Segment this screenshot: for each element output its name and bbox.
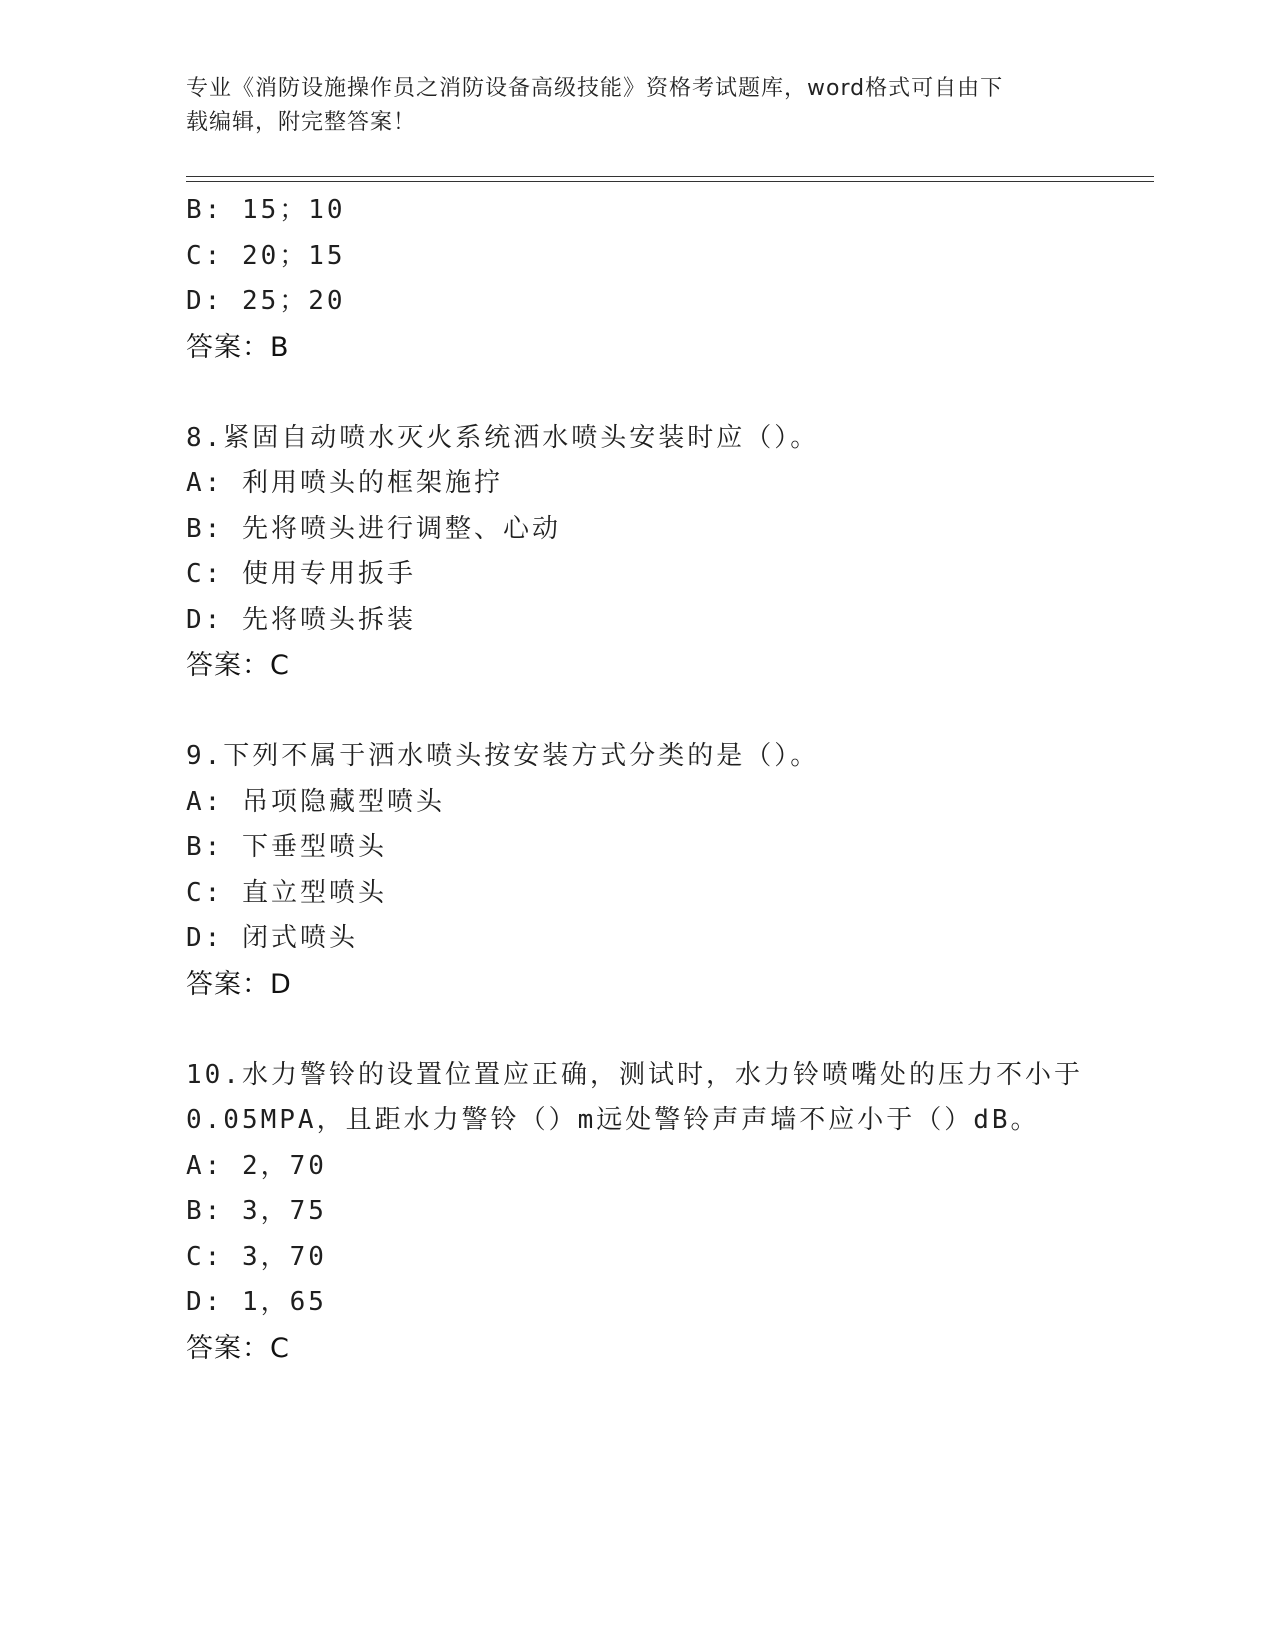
option-a: A: 吊项隐藏型喷头 — [186, 786, 445, 817]
document-header — [186, 72, 1066, 140]
spacer — [186, 370, 1086, 416]
option-b: B: 15；10 — [186, 195, 346, 225]
spacer — [186, 1007, 1086, 1053]
question-10 — [186, 1053, 1086, 1372]
option-b: B: 下垂型喷头 — [186, 832, 387, 862]
answer-line: 答案：C — [186, 650, 290, 681]
option-c: C: 使用专用扳手 — [186, 559, 416, 589]
question-text-line-2: 0.05MPA，且距水力警铃（）m远处警铃声声墙不应小于（）dB。 — [186, 1105, 1040, 1135]
answer-line: 答案：C — [186, 1332, 290, 1364]
question-8 — [186, 416, 1086, 689]
answer-line: 答案：B — [186, 331, 290, 363]
option-b: B: 先将喷头进行调整、心动 — [186, 513, 561, 544]
question-text-line-1: 10.水力警铃的设置位置应正确，测试时，水力铃喷嘴处的压力不小于 — [186, 1059, 1083, 1090]
answer-line: 答案：D — [186, 968, 292, 1000]
option-d: D: 1，65 — [186, 1287, 327, 1317]
header-divider-top — [186, 176, 1154, 177]
option-a: A: 利用喷头的框架施拧 — [186, 468, 503, 498]
question-list — [186, 188, 1086, 1371]
option-d: D: 先将喷头拆装 — [186, 604, 416, 635]
question-9 — [186, 734, 1086, 1007]
header-divider-bottom — [186, 181, 1154, 182]
question-text: 8.紧固自动喷水灭火系统洒水喷头安装时应（）。 — [186, 422, 820, 453]
option-c: C: 3，70 — [186, 1241, 327, 1272]
spacer — [186, 689, 1086, 735]
header-title-line-1: 专业《消防设施操作员之消防设备高级技能》资格考试题库，word格式可自由下 — [186, 76, 1004, 101]
option-c: C: 直立型喷头 — [186, 877, 387, 908]
option-a: A: 2，70 — [186, 1150, 327, 1181]
option-c: C: 20；15 — [186, 240, 346, 271]
question-7-continued — [186, 188, 1086, 370]
header-title-line-2: 载编辑，附完整答案！ — [186, 110, 417, 135]
option-d: D: 闭式喷头 — [186, 923, 358, 953]
option-b: B: 3，75 — [186, 1196, 327, 1226]
option-d: D: 25；20 — [186, 286, 346, 316]
question-text: 9.下列不属于洒水喷头按安装方式分类的是（）。 — [186, 741, 820, 771]
